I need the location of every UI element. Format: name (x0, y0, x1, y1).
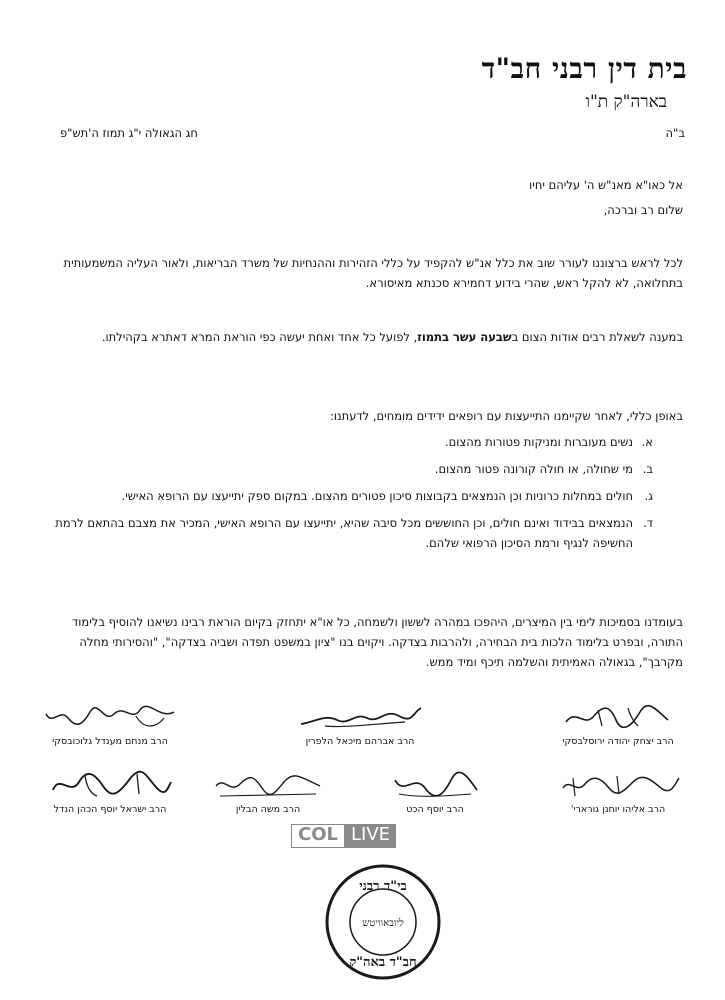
list-item (43, 432, 653, 452)
bsd-mark: ב"ה (665, 126, 685, 140)
list-item (43, 459, 653, 479)
signature-block (25, 768, 195, 815)
list-item (43, 486, 653, 506)
handwritten-signature (553, 768, 683, 802)
signatory-name: הרב יוסף הכט (406, 804, 464, 815)
court-seal-stamp (323, 862, 443, 982)
signature-block (533, 700, 703, 747)
exemptions-list (43, 432, 653, 560)
handwritten-signature (208, 768, 328, 802)
list-item-text: מי שחולה, או חולה קורונה פטור מהצום. (434, 462, 633, 476)
signature-block (275, 700, 445, 747)
watermark-part-col: COL (291, 824, 345, 848)
paragraph-prefix: במענה לשאלת רבים אודות הצום ב (511, 330, 683, 344)
signature-block (350, 768, 520, 815)
collive-watermark-logo (291, 824, 403, 848)
list-marker: ב. (642, 462, 653, 476)
paragraph-general-intro (43, 406, 683, 426)
list-item-text: חולים במחלות כרוניות וכן הנמצאים בקבוצות סיכון פטורים מהצום. במקום ספק יתייעצו עם הרופא האישי. (121, 489, 633, 503)
signatory-name: הרב יצחק יהודה ירוסלבסקי (562, 736, 674, 747)
greeting-to: אל כאו"א מאנ"ש ה' עליהם יחיו (529, 178, 683, 192)
paragraph-text: לכל לראש ברצוננו לעורר שוב את כלל אנ"ש להקפיד על כללי הזהירות וההנחיות של משרד הבריאות, ולאור העליה המשמעותית בתחלואה, לא להקל ראש, שהרי בידוע דחמירא סכנתא מאיסורא. (63, 256, 683, 290)
letterhead-subtitle: בארה"ק ת"ו (585, 92, 667, 112)
list-item-text: הנמצאים בבידוד ואינם חולים, וכן החוששים מכל סיבה שהיא, יתייעצו עם הרופא האישי, המכיר את מצבם בהתאם לרמת החשיפה לנגיף ורמת הסיכון הרפואי שלהם. (55, 516, 633, 550)
fast-date-bold: שבעה עשר בתמוז (417, 330, 512, 344)
list-item-text: נשים מעוברות ומניקות פטורות מהצום. (444, 435, 633, 449)
handwritten-signature (558, 700, 678, 734)
greeting-salutation: שלום רב וברכה, (603, 203, 683, 217)
handwritten-signature (295, 700, 425, 734)
paragraph-text: בעומדנו בסמיכות לימי בין המיצרים, היהפכו במהרה לששון ולשמחה, כל או"א יתחזק בקיום הוראת רבינו נשיאנו להוסיף בלימוד התורה, ובפרט בלימוד הלכות בית הבחירה, ולהרבות בצדקה. ויקוים בנו "ציון במשפט תפדה ושביה בצדקה", "והסירותי מחלה מקרבך", בגאולה האמיתית והשלמה תיכף ומיד ממש. (72, 615, 683, 669)
stamp-top-text: בי"ד רבני (359, 879, 407, 894)
signature-block (183, 768, 353, 815)
signatory-name: הרב אברהם מיכאל הלפרין (305, 736, 415, 747)
list-marker: ד. (643, 516, 653, 530)
signature-block (533, 768, 703, 815)
paragraph-suffix: , לפועל כל אחד ואחת יעשה כפי הוראת המרא דאתרא בקהילתו. (101, 330, 418, 344)
handwritten-signature (40, 700, 180, 734)
letter-date: חג הגאולה י"ג תמוז ה'תש"פ (60, 126, 198, 140)
list-marker: ג. (644, 489, 653, 503)
signatory-name: הרב משה הבלין (235, 804, 301, 815)
handwritten-signature (45, 768, 175, 802)
paragraph-health-guidelines (43, 253, 683, 293)
handwritten-signature (385, 768, 485, 802)
stamp-middle-text: ליובאוויטש (362, 918, 404, 929)
signatory-name: הרב ישראל יוסף הכהן הנדל (53, 804, 167, 815)
signature-block (25, 700, 195, 747)
paragraph-text: באופן כללי, לאחר שקיימנו התייעצות עם רופאים ידידים מומחים, לדעתנו: (330, 409, 683, 423)
letterhead-title: בית דין רבני חב"ד (481, 52, 687, 85)
watermark-part-live: LIVE (345, 824, 396, 848)
paragraph-fast-question (43, 327, 683, 347)
signatory-name: הרב מנחם מענדל גלוכובסקי (52, 736, 168, 747)
list-marker: א. (641, 435, 653, 449)
signatory-name: הרב אליהו יוחנן גורארי' (570, 804, 666, 815)
paragraph-closing (43, 612, 683, 672)
stamp-bottom-text: חב"ד באה"ק (349, 955, 417, 970)
paragraph-text (43, 327, 683, 347)
list-item (43, 513, 653, 553)
